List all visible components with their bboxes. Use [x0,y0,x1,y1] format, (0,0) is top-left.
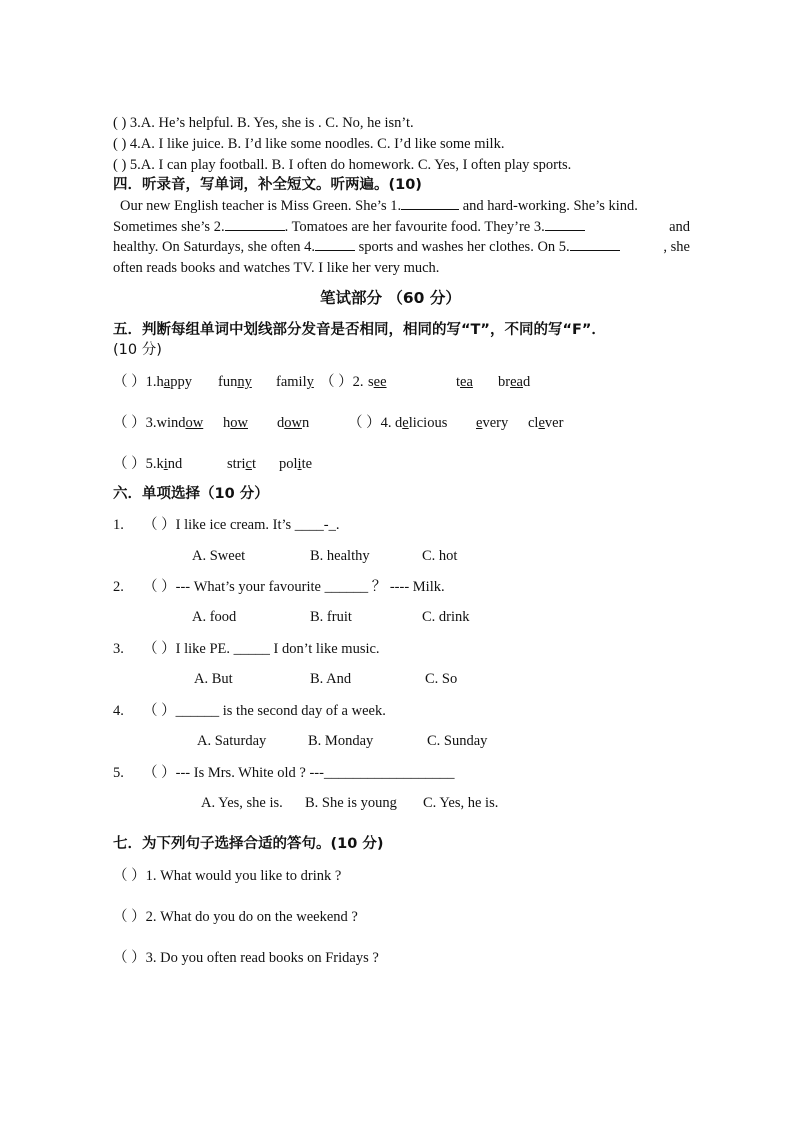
option-c: C. Yes, he is. [423,795,499,811]
option-c: C. drink [422,609,470,625]
answer-paren[interactable]: ( ) [113,115,127,131]
blank-3[interactable] [545,217,585,231]
written-part-title: 笔试部分 （60 分） [320,289,461,307]
word: polite [279,456,313,472]
passage-line-1: Our new English teacher is Miss Green. She’s 1. and hard-working. She’s kind. [120,198,638,214]
word: strict [227,456,256,472]
phonics-group-2: （ ）2. [320,374,364,390]
choice-question-2: 2. （ ）--- What’s your favourite ______ ？ ---- Milk. [113,579,445,595]
answer-paren[interactable]: （ ） [113,868,146,884]
listening-question-4 [113,134,504,154]
section-4-heading: 四．听录音，写单词，补全短文。听两遍。(10) [113,177,422,193]
answer-paren[interactable]: （ ） [113,415,146,431]
question-text: 4.A. I like juice. B. I’d like some noodles. C. I’d like some milk. [129,136,505,152]
choice-question-3: 3. （ ）I like PE. _____ I don’t like music. [113,641,380,657]
passage-line-3: healthy. On Saturdays, she often 4. sports and washes her clothes. On 5. , she [113,239,690,255]
word: down [277,415,310,431]
blank-1[interactable] [401,196,459,210]
choice-question-5: 5. （ ）--- Is Mrs. White old ? ---__________________ [113,765,455,781]
option-b: B. She is young [305,795,397,811]
answer-paren[interactable]: ( ) [113,136,127,152]
choice-question-1: 1. （ ）I like ice cream. It’s ____-_. [113,517,340,533]
answer-paren[interactable]: （ ） [143,703,176,719]
answer-paren[interactable]: （ ） [113,456,146,472]
word: window [156,415,204,431]
question-text: 5.A. I can play football. B. I often do homework. C. Yes, I often play sports. [129,157,572,173]
answer-paren[interactable]: （ ） [348,415,381,431]
option-b: B. healthy [310,548,370,564]
answer-paren[interactable]: （ ） [113,909,146,925]
question-stem: ______ is the second day of a week. [175,703,386,719]
option-c: C. hot [422,548,458,564]
option-a: A. Saturday [197,733,267,749]
word: bread [498,374,531,390]
option-c: C. Sunday [427,733,488,749]
match-question-2 [113,907,358,927]
option-a: A. But [194,671,233,687]
question-text: 3. Do you often read books on Fridays ? [145,950,379,966]
word: every [476,415,509,431]
answer-paren[interactable]: （ ） [143,579,176,595]
option-c: C. So [425,671,458,687]
listening-question-3 [113,113,414,133]
passage-line-2: Sometimes she’s 2. . Tomatoes are her favourite food. They’re 3. and [113,219,690,235]
word: delicious [395,415,448,431]
blank-4[interactable] [315,237,355,251]
option-a: A. Sweet [192,548,246,564]
blank-5[interactable] [570,237,620,251]
word: how [223,415,248,431]
word: tea [456,374,473,390]
question-text: 2. What do you do on the weekend ? [145,909,358,925]
passage-line-4: often reads books and watches TV. I like her very much. [113,260,440,276]
section-5-heading: 五．判断每组单词中划线部分发音是否相同，相同的写“T”，不同的写“F”． [113,322,606,338]
option-a: A. Yes, she is. [201,795,283,811]
choice-question-4: 4. （ ）______ is the second day of a week. [113,703,386,719]
question-text: 1. What would you like to drink ? [145,868,342,884]
option-b: B. fruit [310,609,352,625]
answer-paren[interactable]: （ ） [143,517,176,533]
answer-paren[interactable]: （ ） [320,374,353,390]
phonics-group-3: （ ）3.window [113,415,204,431]
section-7-heading: 七．为下列句子选择合适的答句。(10 分) [113,836,384,852]
answer-paren[interactable]: （ ） [113,374,146,390]
word: see [368,374,387,390]
section-5-score: (10 分) [113,342,162,358]
question-stem: --- What’s your favourite ______ ？ ---- Milk. [175,579,445,595]
word: clever [528,415,564,431]
answer-paren[interactable]: ( ) [113,157,127,173]
phonics-group-4: （ ）4. [348,415,392,431]
phonics-group-1: （ ）1.happy [113,374,192,390]
word: happy [156,374,192,390]
question-stem: I like PE. _____ I don’t like music. [175,641,380,657]
phonics-group-5: （ ）5.kind [113,456,183,472]
listening-question-5 [113,155,571,175]
word: family [276,374,314,390]
question-text: 3.A. He’s helpful. B. Yes, she is . C. No, he isn’t. [129,115,414,131]
question-stem: --- Is Mrs. White old ? ---__________________ [175,765,455,781]
section-6-heading: 六．单项选择（10 分） [113,486,269,502]
answer-paren[interactable]: （ ） [143,765,176,781]
question-stem: I like ice cream. It’s ____-_. [175,517,340,533]
option-a: A. food [192,609,237,625]
match-question-1 [113,866,341,886]
option-b: B. And [310,671,352,687]
option-b: B. Monday [308,733,374,749]
answer-paren[interactable]: （ ） [113,950,146,966]
match-question-3 [113,948,379,968]
word: funny [218,374,252,390]
blank-2[interactable] [225,217,285,231]
answer-paren[interactable]: （ ） [143,641,176,657]
word: kind [156,456,183,472]
